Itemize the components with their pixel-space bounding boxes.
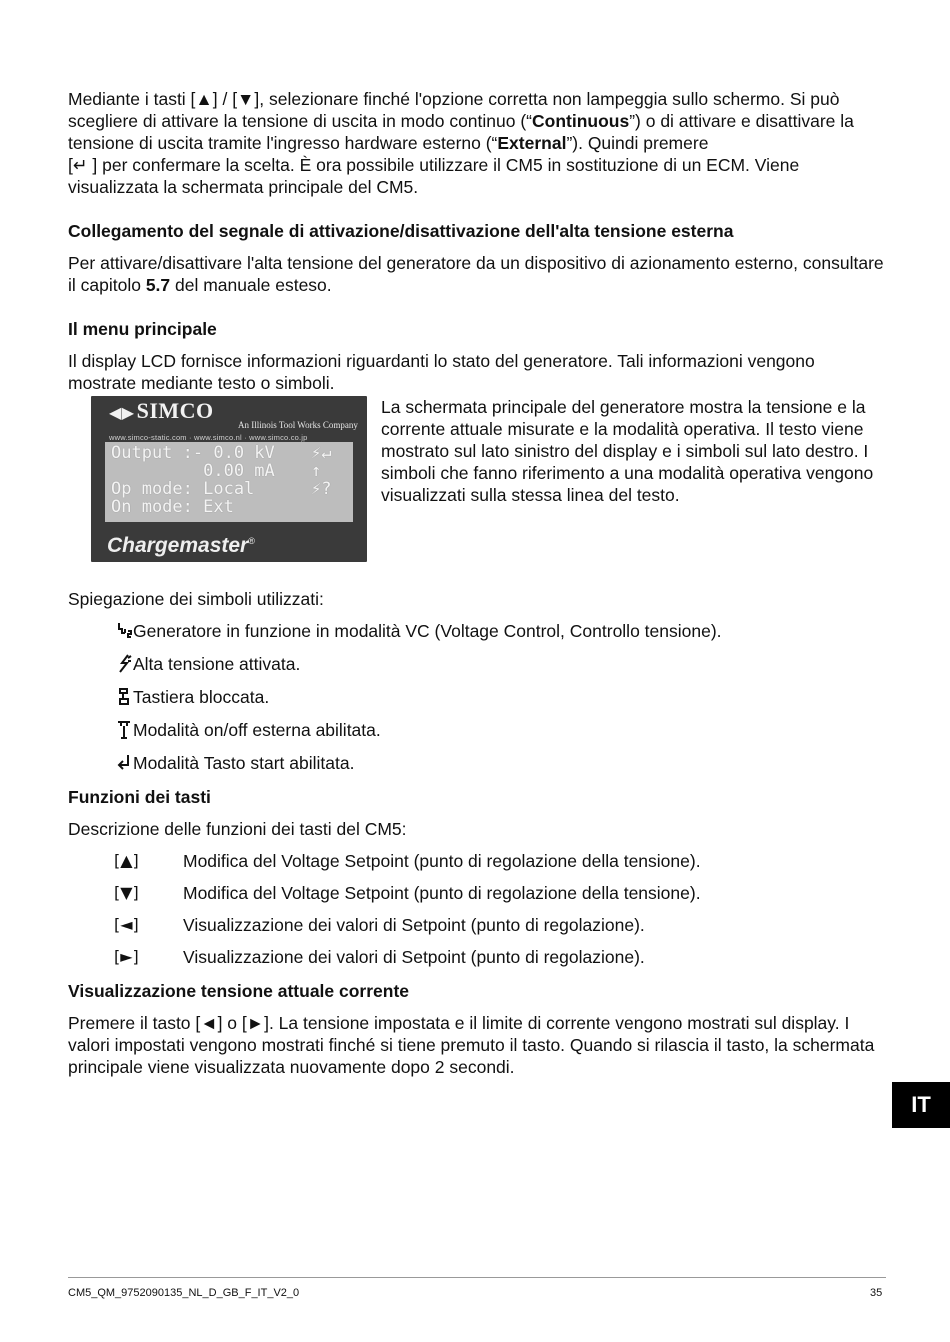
lcd-line-1: Output :- 0.0 kV [111,443,275,463]
symbol-text-vc: Generatore in funzione in modalità VC (Voltage Control, Controllo tensione). [133,621,722,641]
list-item [114,946,886,968]
language-tab: IT [892,1082,950,1128]
section-keys [68,786,886,968]
enter-key-symbol: [↵ [68,155,88,175]
section-symbols [68,588,886,774]
footer-doc-id: CM5_QM_9752090135_NL_D_GB_F_IT_V2_0 [68,1287,300,1299]
brand-urls: www.simco-static.com · www.simco.nl · www.simco.co.jp [109,433,308,442]
list-item [114,882,886,904]
list-item [114,850,886,872]
symbol-text-high-voltage: Alta tensione attivata. [133,654,301,674]
key-up-text: Modifica del Voltage Setpoint (punto di regolazione della tensione). [183,851,701,871]
brand-subtitle: An Illinois Tool Works Company [238,420,358,430]
simco-brand-text: SIMCO [136,398,214,423]
lcd-line-3: Op mode: Local [111,479,255,499]
key-up-label: [▲] [114,851,139,870]
high-voltage-icon [116,654,132,674]
lcd-row [68,396,886,562]
intro-text-1: Mediante i tasti [▲] / [▼], selezionare finché l'opzione corretta non lampeggia sullo schermo. Si può scegliere di attivare la tensione di uscita in modo continuo (“ [68,89,840,131]
lcd-line-2: 0.00 mA [111,461,275,481]
footer-divider [68,1277,886,1278]
intro-text-3: ”). Quindi premere [566,133,709,153]
key-down-label: [▼] [114,883,139,902]
intro-text-2: ”) o di attivare e disattivare la tensione di uscita tramite l'ingresso hardware esterno (“ [68,111,854,153]
lcd-description: La schermata principale del generatore mostra la tensione e la corrente attuale misurate e la modalità operativa. Il testo viene mostrato sul lato sinistro del display e i simboli sul lato destro. I simboli che fanno riferimento a una modalità operativa vengono visualizzati sulla stessa linea del testo. [381,397,874,505]
section-external-text [68,252,886,296]
list-item [116,752,886,774]
section-menu-text: Il display LCD fornisce informazioni riguardanti lo stato del generatore. Tali informazioni vengono mostrate mediante testo o simboli. [68,351,815,393]
section-current-voltage [68,980,886,1078]
start-key-icon [116,753,132,773]
keyboard-lock-icon [116,687,132,707]
key-down-text: Modifica del Voltage Setpoint (punto di regolazione della tensione). [183,883,701,903]
keys-list [114,850,886,968]
lcd-icons-line-2: ↑ [311,461,322,481]
lcd-icons-line-3: ⚡? [311,479,332,499]
list-item [116,686,886,708]
external-text-2: del manuale esteso. [170,275,332,295]
chargemaster-logo [107,530,255,557]
section-external-signal [68,220,886,296]
section-current-heading: Visualizzazione tensione attuale corrente [68,981,410,1001]
list-item [116,719,886,741]
section-menu-heading: Il menu principale [68,319,217,339]
keys-intro: Descrizione delle funzioni dei tasti del CM5: [68,819,407,839]
section-main-menu [68,318,886,562]
lcd-icons-line-1: ⚡↵ [311,443,332,463]
enter-key-icon: ↵ [72,155,88,175]
section-current-text: Premere il tasto [◄] o [►]. La tensione impostata e il limite di corrente vengono mostrati sul display. I valori impostati vengono mostrati finché si tiene premuto il tasto. Quando si rilascia il tasto, la schermata principale viene visualizzata nuovamente dopo 2 secondi. [68,1013,875,1077]
symbol-text-start-key: Modalità Tasto start abilitata. [133,753,355,773]
intro-text-4: ] per confermare la scelta. È ora possibile utilizzare il CM5 in sostituzione di un ECM. Viene visualizzata la schermata principale del CM5. [68,155,800,197]
page-content [68,88,886,1078]
key-right-text: Visualizzazione dei valori di Setpoint (punto di regolazione). [183,947,645,967]
list-item [116,620,886,642]
symbols-intro: Spiegazione dei simboli utilizzati: [68,589,324,609]
external-text-1: Per attivare/disattivare l'alta tensione del generatore da un dispositivo di azionamento esterno, consultare il capitolo [68,253,884,295]
list-item [114,914,886,936]
intro-paragraph [68,88,886,198]
key-right-label: [►] [114,947,139,966]
external-option: External [497,133,567,153]
lcd-line-4: On mode: Ext [111,497,234,517]
page-number: 35 [870,1287,883,1299]
symbol-text-keyboard-lock: Tastiera bloccata. [133,687,270,707]
registered-mark: ® [248,536,255,546]
key-left-text: Visualizzazione dei valori di Setpoint (punto di regolazione). [183,915,645,935]
simco-logo: ◀▶SIMCO [109,398,214,423]
key-left-label: [◄] [114,915,139,934]
lcd-screen [105,442,353,522]
chargemaster-text: Chargemaster [107,534,249,557]
symbol-text-external: Modalità on/off esterna abilitata. [133,720,381,740]
section-external-heading: Collegamento del segnale di attivazione/disattivazione dell'alta tensione esterna [68,221,734,241]
lcd-display-photo [91,396,367,562]
continuous-option: Continuous [532,111,630,131]
symbols-list [116,620,886,774]
external-onoff-icon [116,720,132,740]
chapter-reference: 5.7 [145,275,171,295]
list-item [116,653,886,675]
section-keys-heading: Funzioni dei tasti [68,787,211,807]
vc-mode-icon [116,621,132,641]
